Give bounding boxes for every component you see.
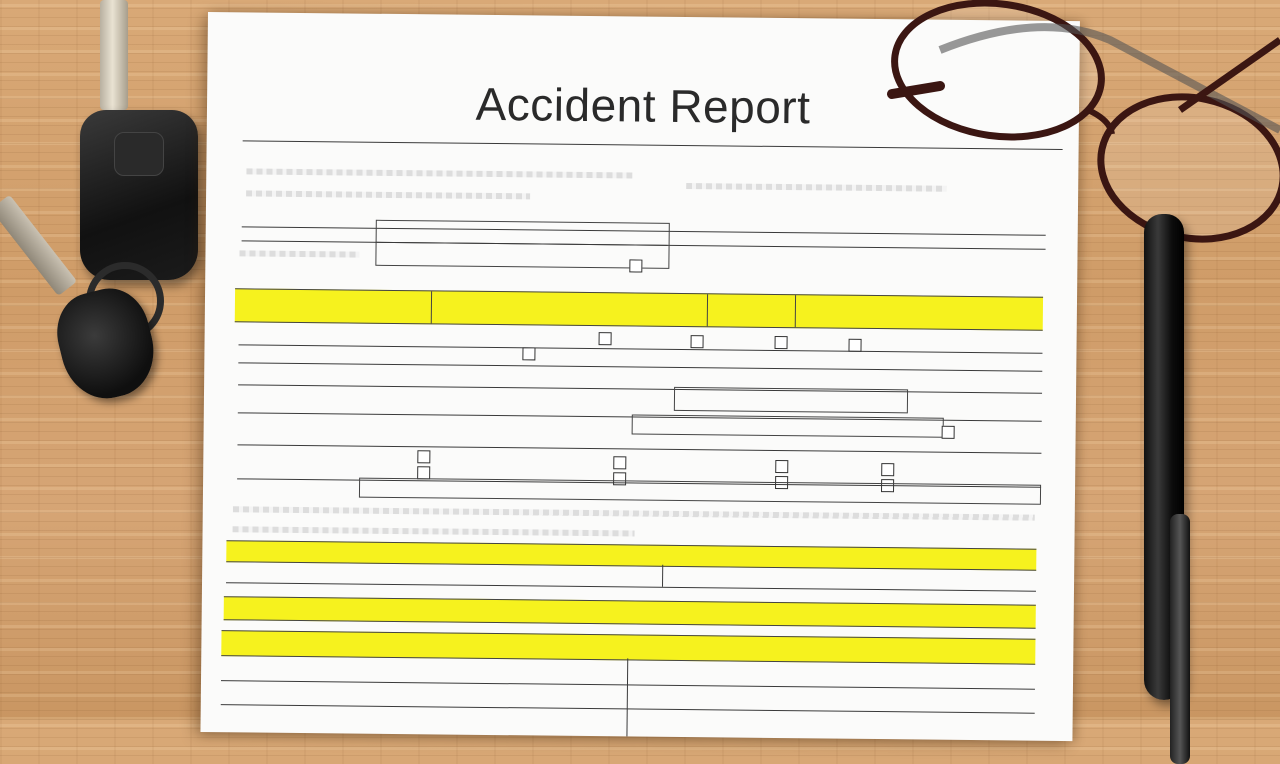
field-divider <box>662 565 663 587</box>
checkbox[interactable] <box>775 336 788 349</box>
metal-key <box>0 195 77 296</box>
body-line <box>233 506 1035 520</box>
details-field[interactable] <box>632 414 944 437</box>
key-blade <box>100 0 128 110</box>
body-line <box>233 526 635 536</box>
checkbox[interactable] <box>629 259 642 272</box>
form-title: Accident Report <box>475 77 811 134</box>
field-divider <box>626 658 628 736</box>
section-header-1 <box>235 288 1043 330</box>
checkbox[interactable] <box>775 460 788 473</box>
details-field[interactable] <box>359 478 1041 505</box>
details-field[interactable] <box>674 387 908 413</box>
field-rule <box>239 344 1043 353</box>
section-header-2 <box>226 540 1036 570</box>
section-header-3 <box>224 596 1036 629</box>
field-rule <box>238 384 1042 393</box>
pen-clip <box>1170 514 1190 764</box>
checkbox[interactable] <box>691 335 704 348</box>
field-rule <box>237 444 1041 453</box>
section-header-4 <box>221 630 1035 665</box>
checkbox[interactable] <box>417 450 430 463</box>
field-label <box>239 250 359 257</box>
black-pen <box>1144 214 1184 700</box>
checkbox[interactable] <box>881 463 894 476</box>
field-rule <box>226 582 1036 591</box>
checkbox[interactable] <box>613 456 626 469</box>
checkbox[interactable] <box>942 426 955 439</box>
key-fob-button <box>114 132 164 176</box>
checkbox[interactable] <box>522 347 535 360</box>
field-rule <box>238 362 1042 371</box>
car-key-fob <box>80 110 198 280</box>
intro-line <box>246 168 632 178</box>
intro-line <box>246 190 530 199</box>
checkbox[interactable] <box>599 332 612 345</box>
reading-glasses-icon <box>880 0 1280 250</box>
